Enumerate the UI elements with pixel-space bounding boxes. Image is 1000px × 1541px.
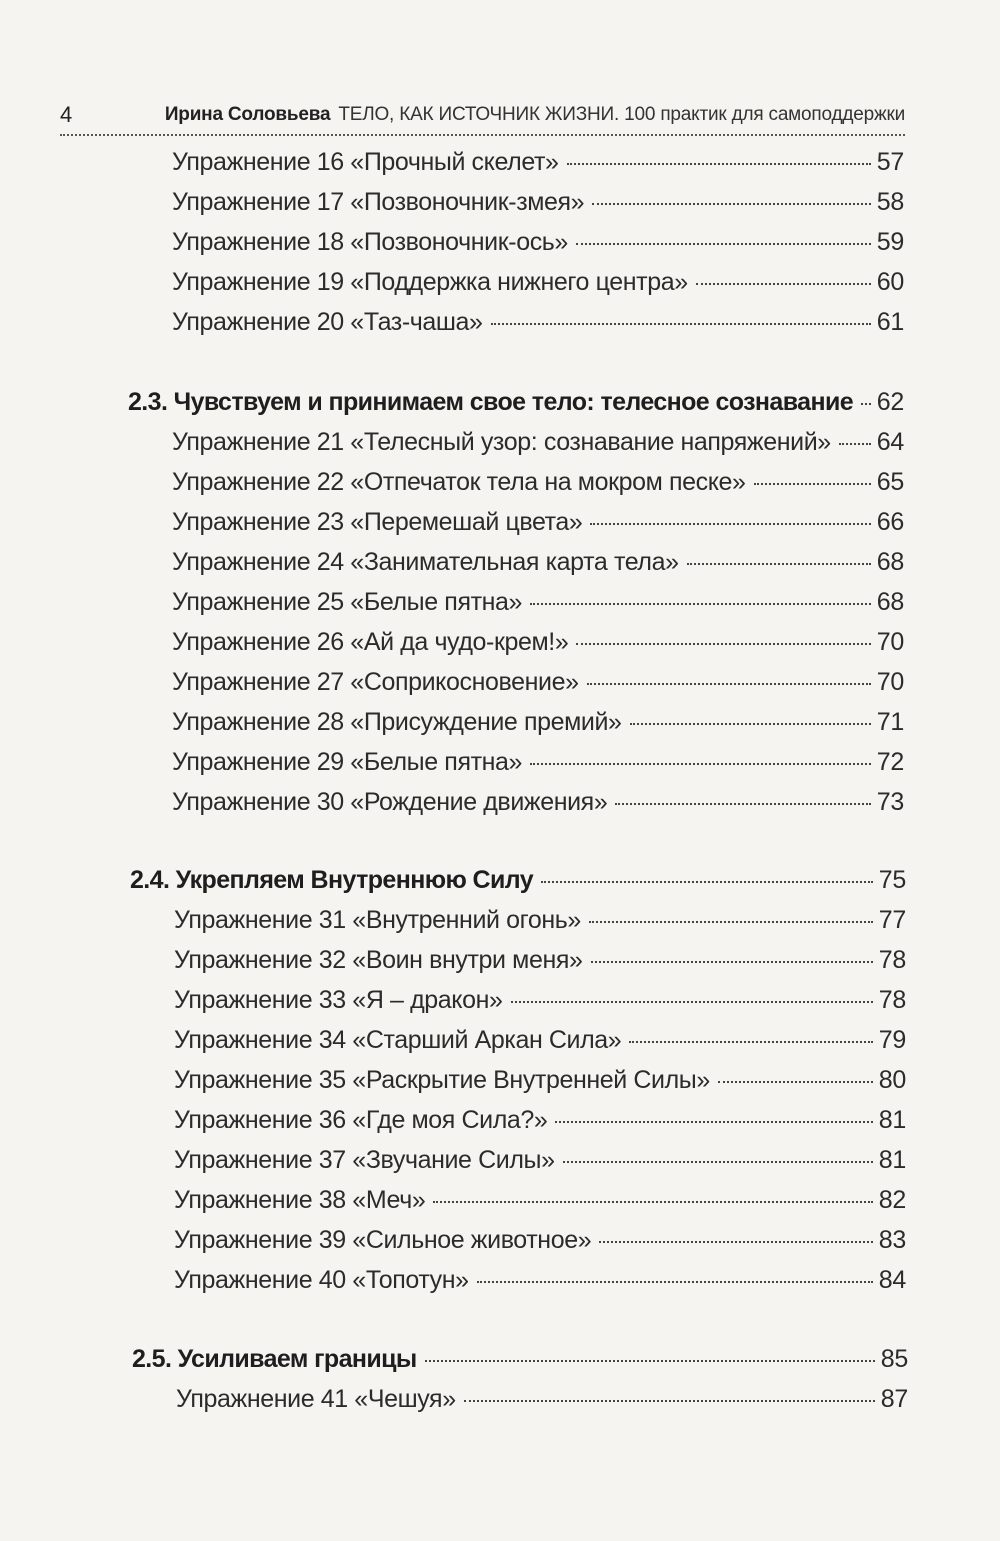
toc-section-page: 62 bbox=[876, 388, 904, 416]
toc-entry[interactable] bbox=[174, 1266, 906, 1306]
toc-entry-title: Упражнение 24 «Занимательная карта тела» bbox=[172, 548, 679, 576]
dot-leader bbox=[629, 1041, 872, 1043]
toc-entry[interactable] bbox=[172, 548, 904, 588]
dot-leader bbox=[576, 243, 871, 245]
dot-leader bbox=[591, 961, 873, 963]
toc-entry-page: 78 bbox=[878, 986, 906, 1014]
dot-leader bbox=[433, 1201, 872, 1203]
toc-entry-title: Упражнение 27 «Соприкосновение» bbox=[172, 668, 579, 696]
toc-section-title: 2.3. Чувствуем и принимаем свое тело: телесное сознавание bbox=[128, 388, 854, 416]
toc-entry[interactable] bbox=[172, 268, 904, 308]
dot-leader bbox=[477, 1281, 873, 1283]
toc-entry-page: 58 bbox=[876, 188, 904, 216]
dot-leader bbox=[592, 203, 871, 205]
toc-entry-title: Упражнение 26 «Ай да чудо-крем!» bbox=[172, 628, 569, 656]
toc-entry-title: Упражнение 16 «Прочный скелет» bbox=[172, 148, 559, 176]
toc-entry[interactable] bbox=[174, 906, 906, 946]
toc-entry-title: Упражнение 38 «Меч» bbox=[174, 1186, 426, 1214]
toc-entry-page: 68 bbox=[876, 548, 904, 576]
author-name: Ирина Соловьева bbox=[164, 104, 331, 125]
toc-entry-page: 77 bbox=[878, 906, 906, 934]
toc-entry-page: 87 bbox=[880, 1385, 908, 1413]
dot-leader bbox=[718, 1081, 873, 1083]
toc-entry-page: 71 bbox=[876, 708, 904, 736]
toc-entry-page: 70 bbox=[876, 668, 904, 696]
toc-entry[interactable] bbox=[172, 228, 904, 268]
toc-entry-page: 73 bbox=[876, 788, 904, 816]
toc-entry[interactable] bbox=[172, 428, 904, 468]
dot-leader bbox=[425, 1360, 875, 1362]
toc-section-title: 2.4. Укрепляем Внутреннюю Силу bbox=[130, 866, 534, 894]
toc-entry-title: Упражнение 28 «Присуждение премий» bbox=[172, 708, 622, 736]
dot-leader bbox=[541, 881, 873, 883]
toc-entry[interactable] bbox=[172, 628, 904, 668]
toc-entry-page: 72 bbox=[876, 748, 904, 776]
toc-entry-page: 57 bbox=[876, 148, 904, 176]
toc-entry-page: 80 bbox=[878, 1066, 906, 1094]
toc-entry-title: Упражнение 31 «Внутренний огонь» bbox=[174, 906, 581, 934]
toc-entry-title: Упражнение 18 «Позвоночник-ось» bbox=[172, 228, 568, 256]
toc-entry[interactable] bbox=[172, 748, 904, 788]
dot-leader bbox=[615, 803, 870, 805]
dot-leader bbox=[590, 523, 870, 525]
toc-entry[interactable] bbox=[172, 308, 904, 348]
dot-leader bbox=[464, 1400, 875, 1402]
toc-entry-title: Упражнение 41 «Чешуя» bbox=[176, 1385, 456, 1413]
toc-entry-title: Упражнение 29 «Белые пятна» bbox=[172, 748, 523, 776]
running-head-text bbox=[165, 104, 905, 126]
toc-section-2-5[interactable] bbox=[132, 1345, 908, 1385]
dot-leader bbox=[576, 643, 870, 645]
toc-entry[interactable] bbox=[172, 708, 904, 748]
dot-leader bbox=[599, 1241, 873, 1243]
toc-entry-page: 79 bbox=[878, 1026, 906, 1054]
toc-entry-page: 61 bbox=[876, 308, 904, 336]
toc-entry-title: Упражнение 23 «Перемешай цвета» bbox=[172, 508, 583, 536]
page-number: 4 bbox=[60, 102, 73, 127]
toc-entry[interactable] bbox=[172, 468, 904, 508]
toc-entry-title: Упражнение 20 «Таз-чаша» bbox=[172, 308, 483, 336]
dot-leader bbox=[839, 443, 871, 445]
toc-entry-page: 60 bbox=[876, 268, 904, 296]
toc-entry-page: 59 bbox=[876, 228, 904, 256]
toc-entry-page: 81 bbox=[878, 1146, 906, 1174]
toc-entry-title: Упражнение 25 «Белые пятна» bbox=[172, 588, 523, 616]
toc-section-2-3[interactable] bbox=[128, 388, 904, 428]
toc-entry-title: Упражнение 37 «Звучание Силы» bbox=[174, 1146, 555, 1174]
toc-entry[interactable] bbox=[172, 148, 904, 188]
toc-entry[interactable] bbox=[174, 1146, 906, 1186]
toc-entry[interactable] bbox=[172, 788, 904, 828]
toc-entry[interactable] bbox=[176, 1385, 908, 1425]
toc-entry[interactable] bbox=[174, 986, 906, 1026]
toc-entry-title: Упражнение 33 «Я – дракон» bbox=[174, 986, 503, 1014]
toc-entry[interactable] bbox=[172, 668, 904, 708]
toc-entry-title: Упражнение 17 «Позвоночник-змея» bbox=[172, 188, 585, 216]
toc-entry-page: 65 bbox=[876, 468, 904, 496]
toc-entry-title: Упражнение 21 «Телесный узор: сознавание напряжений» bbox=[172, 428, 831, 456]
toc-entry-title: Упражнение 34 «Старший Аркан Сила» bbox=[174, 1026, 622, 1054]
dot-leader bbox=[530, 603, 871, 605]
toc-entry[interactable] bbox=[174, 1186, 906, 1226]
dot-leader bbox=[530, 763, 871, 765]
toc-entry-title: Упражнение 22 «Отпечаток тела на мокром песке» bbox=[172, 468, 746, 496]
dot-leader bbox=[555, 1121, 872, 1123]
toc-entry-title: Упражнение 32 «Воин внутри меня» bbox=[174, 946, 583, 974]
book-title: ТЕЛО, КАК ИСТОЧНИК ЖИЗНИ. 100 практик для самоподдержки bbox=[338, 104, 905, 125]
dot-leader bbox=[630, 723, 871, 725]
toc-entry[interactable] bbox=[174, 1026, 906, 1066]
dot-leader bbox=[567, 163, 871, 165]
toc-entry[interactable] bbox=[174, 946, 906, 986]
dot-leader bbox=[696, 283, 871, 285]
dot-leader bbox=[589, 921, 873, 923]
toc-entry[interactable] bbox=[172, 508, 904, 548]
dot-leader bbox=[511, 1001, 873, 1003]
toc-entry-page: 66 bbox=[876, 508, 904, 536]
dot-leader bbox=[563, 1161, 873, 1163]
toc-section-page: 75 bbox=[878, 866, 906, 894]
toc-entry-title: Упражнение 36 «Где моя Сила?» bbox=[174, 1106, 548, 1134]
toc-section-title: 2.5. Усиливаем границы bbox=[132, 1345, 417, 1373]
running-header bbox=[60, 96, 905, 136]
toc-entry-title: Упражнение 19 «Поддержка нижнего центра» bbox=[172, 268, 688, 296]
toc-entry[interactable] bbox=[174, 1066, 906, 1106]
dot-leader bbox=[687, 563, 871, 565]
toc-entry-page: 82 bbox=[878, 1186, 906, 1214]
dot-leader bbox=[587, 683, 871, 685]
toc-entry-page: 68 bbox=[876, 588, 904, 616]
toc-entry-page: 64 bbox=[876, 428, 904, 456]
dot-leader bbox=[861, 403, 871, 405]
toc-entry[interactable] bbox=[172, 188, 904, 228]
toc-entry-page: 81 bbox=[878, 1106, 906, 1134]
toc-section-page: 85 bbox=[880, 1345, 908, 1373]
toc-entry[interactable] bbox=[174, 1226, 906, 1266]
toc-entry-page: 70 bbox=[876, 628, 904, 656]
dot-leader bbox=[754, 483, 871, 485]
toc-entry-title: Упражнение 39 «Сильное животное» bbox=[174, 1226, 592, 1254]
toc-entry-page: 84 bbox=[878, 1266, 906, 1294]
toc-entry-title: Упражнение 40 «Топотун» bbox=[174, 1266, 469, 1294]
toc-section-2-4[interactable] bbox=[130, 866, 906, 906]
toc-entry-title: Упражнение 35 «Раскрытие Внутренней Силы» bbox=[174, 1066, 710, 1094]
toc-entry[interactable] bbox=[172, 588, 904, 628]
toc-entry-page: 83 bbox=[878, 1226, 906, 1254]
toc-entry[interactable] bbox=[174, 1106, 906, 1146]
dot-leader bbox=[491, 323, 871, 325]
toc-entry-page: 78 bbox=[878, 946, 906, 974]
toc-entry-title: Упражнение 30 «Рождение движения» bbox=[172, 788, 608, 816]
